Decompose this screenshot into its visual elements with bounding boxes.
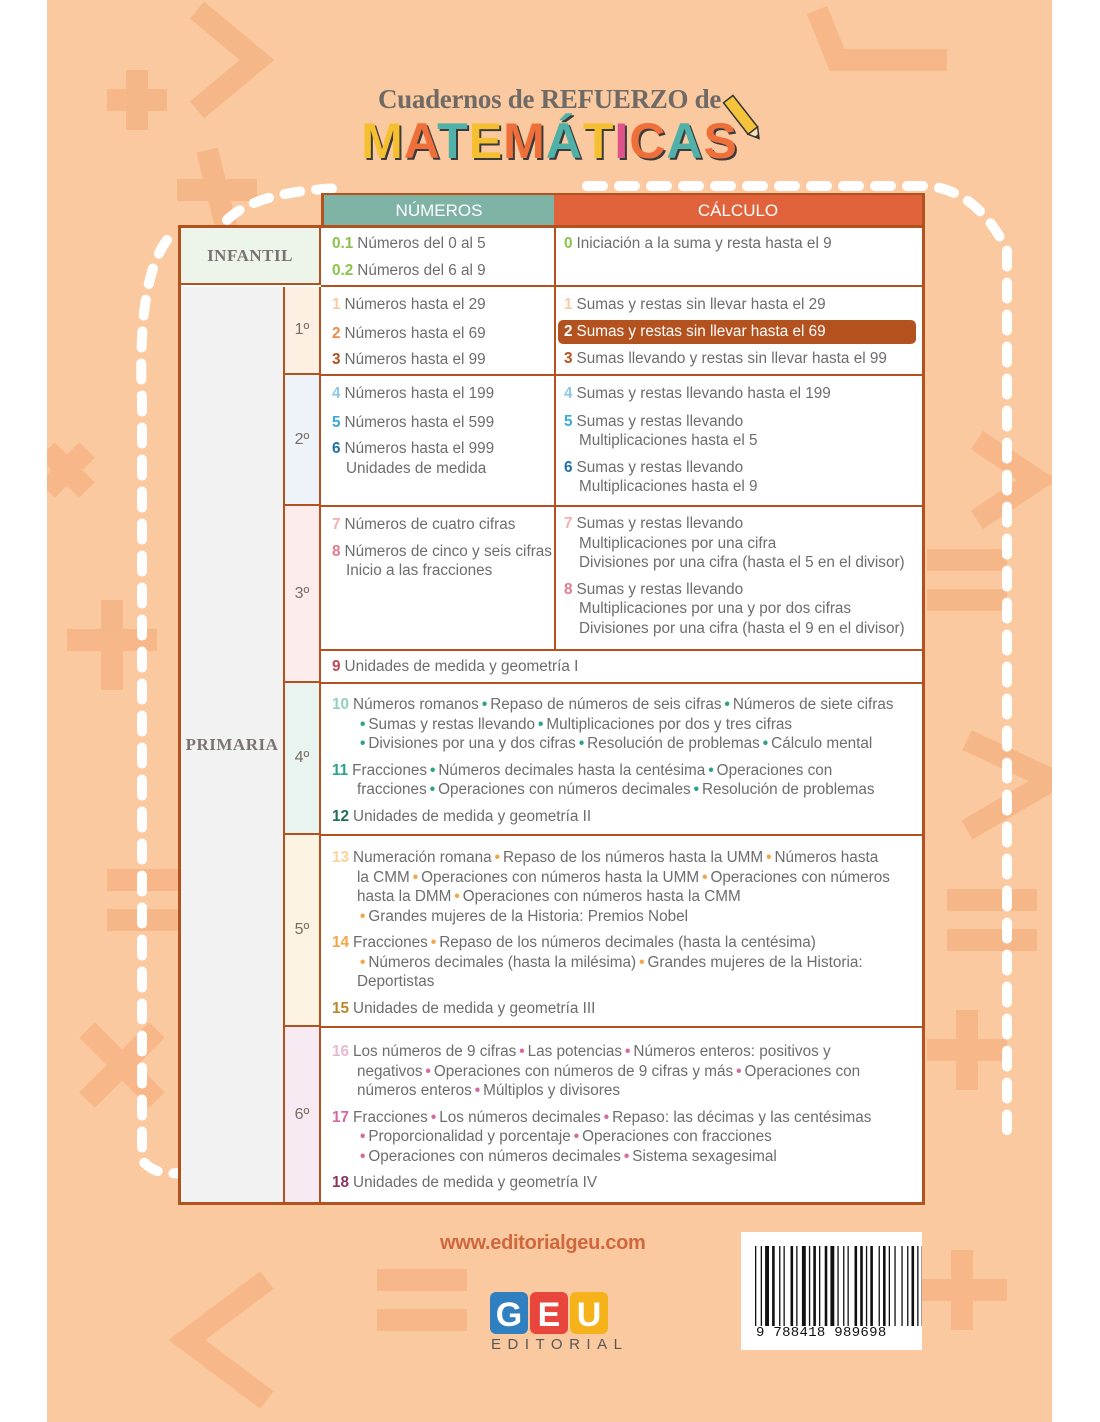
- topic-paragraph: [332, 761, 894, 800]
- geu-logo-subtitle: EDITORIAL: [491, 1336, 629, 1353]
- topic-item: fracciones: [357, 781, 427, 798]
- barcode-bar: [761, 1246, 762, 1326]
- topic-line: [332, 1147, 871, 1167]
- topic-line: [332, 953, 890, 973]
- bullet: •: [430, 1108, 437, 1126]
- bullet: •: [429, 781, 436, 798]
- barcode-bar: [901, 1246, 902, 1326]
- book-number: 15: [332, 999, 350, 1017]
- barcode-bar: [830, 1246, 834, 1326]
- bullet: •: [430, 934, 437, 951]
- title-letter: M: [503, 113, 546, 169]
- topic-line: [332, 972, 890, 992]
- topic-line: [332, 1081, 871, 1101]
- divider: [321, 285, 922, 287]
- topic-item: negativos: [357, 1062, 423, 1080]
- barcode-bar: [855, 1246, 858, 1326]
- topic-item: Números enteros: positivos y: [633, 1043, 831, 1060]
- publisher-url[interactable]: www.editorialgeu.com: [440, 1232, 646, 1254]
- topic-item: Resolución de problemas: [701, 781, 875, 798]
- grade-2: 2º: [285, 375, 321, 506]
- topic-item: Grandes mujeres de la Historia: Premios Nobel: [368, 907, 689, 925]
- bullet: •: [623, 1147, 630, 1165]
- topic-item: Repaso: las décimas y las centésimas: [612, 1108, 872, 1126]
- topic-item: Operaciones con: [716, 761, 833, 779]
- bullet: •: [360, 735, 366, 752]
- series-title: [47, 84, 1052, 179]
- divider: [321, 374, 922, 376]
- topic-item: Unidades de medida y geometría IV: [353, 1174, 598, 1191]
- level-infantil: INFANTIL: [181, 228, 321, 285]
- logo-letter: E: [537, 1296, 561, 1334]
- bullet: •: [429, 761, 436, 779]
- barcode-bar: [894, 1246, 895, 1326]
- title-letter: A: [403, 113, 438, 169]
- topic-item: Proporcionalidad y porcentaje: [368, 1128, 571, 1145]
- logo-letter: G: [495, 1296, 523, 1334]
- topic-line: [332, 907, 890, 927]
- title-letter: T: [582, 113, 615, 169]
- topic-item: Unidades de medida y geometría II: [353, 807, 592, 825]
- bullet: •: [702, 868, 708, 886]
- infantil-calculo: 0 Iniciación a la suma y resta hasta el 9: [564, 235, 832, 252]
- topic-item: Números hasta: [774, 849, 879, 866]
- curriculum-table: [178, 193, 925, 1205]
- topic-item: Sistema sexagesimal: [632, 1147, 777, 1165]
- topic-line: [332, 1108, 871, 1128]
- topic-item: Repaso de números de seis cifras: [490, 696, 722, 713]
- bullet: •: [454, 888, 460, 905]
- barcode-bar: [879, 1246, 880, 1326]
- topic-item: Operaciones con números: [710, 868, 890, 886]
- divider: [321, 1026, 922, 1028]
- grade3-numeros: 7 Números de cuatro cifras 8 Números de cinco y seis cifras Inicio a las fracciones: [332, 516, 552, 579]
- barcode-bar: [866, 1246, 867, 1326]
- bullet: •: [360, 907, 366, 925]
- bullet: •: [736, 1062, 742, 1080]
- barcode-bar: [765, 1246, 769, 1326]
- grade-3: 3º: [285, 506, 321, 683]
- series-title-matematicas: [47, 112, 1052, 170]
- topic-item: Unidades de medida y geometría III: [353, 999, 596, 1017]
- topic-line: [332, 933, 890, 953]
- barcode-bar: [819, 1246, 820, 1326]
- current-book-highlight: 2 Sumas y restas sin llevar hasta el 69: [558, 320, 916, 344]
- bullet: •: [693, 781, 699, 798]
- bullet: •: [766, 849, 772, 866]
- book-number: 10: [332, 696, 350, 713]
- series-title-line1: Cuadernos de REFUERZO de: [377, 84, 722, 114]
- barcode-bar: [772, 1246, 775, 1326]
- bullet: •: [708, 761, 714, 779]
- grade4-content: [332, 695, 894, 826]
- topic-item: la CMM: [357, 868, 410, 886]
- topic-item: Resolución de problemas: [587, 735, 760, 752]
- topic-line: [332, 1127, 871, 1147]
- bullet: •: [573, 1128, 580, 1145]
- title-letter: E: [468, 113, 504, 169]
- barcode-bar: [755, 1246, 756, 1326]
- calculo-column-header: CÁLCULO: [554, 193, 925, 225]
- barcode-bar: [802, 1246, 806, 1326]
- grade5-content: [332, 848, 890, 1018]
- title-letter: A: [666, 113, 704, 169]
- grade-6: 6º: [285, 1027, 321, 1202]
- bullet: •: [412, 868, 419, 886]
- barcode-bar: [843, 1246, 844, 1326]
- topic-paragraph: [332, 848, 890, 926]
- bullet: •: [360, 1128, 366, 1145]
- topic-paragraph: [332, 1042, 871, 1101]
- topic-item: Repaso de los números hasta la UMM: [502, 849, 764, 866]
- topic-line: [332, 780, 894, 800]
- bullet: •: [625, 1043, 631, 1060]
- title-letter: T: [437, 113, 469, 169]
- barcode-bar: [837, 1246, 838, 1326]
- bullet: •: [538, 715, 544, 733]
- topic-line: [332, 761, 894, 781]
- topic-paragraph: [332, 933, 890, 992]
- topic-item: Las potencias: [527, 1043, 623, 1060]
- bullet: •: [425, 1062, 431, 1080]
- barcode-bar: [825, 1246, 828, 1326]
- grade1-calculo-3: 3 Sumas llevando y restas sin llevar hasta el 99: [564, 350, 887, 367]
- barcode-bar: [784, 1246, 785, 1326]
- logo-letter: U: [576, 1296, 602, 1334]
- title-letter: M: [361, 113, 404, 169]
- topic-item: Operaciones con números hasta la UMM: [421, 868, 700, 886]
- grade3-calculo: 7 Sumas y restas llevando Multiplicaciones por una cifra Divisiones por una cifra (hasta el 5 en el divisor) 8 Sumas y restas llevando Multiplicaciones por una y por dos cifras Divisiones por una cifra (hasta el 9 en el divisor): [564, 515, 905, 637]
- grade-1: 1º: [285, 287, 321, 375]
- bullet: •: [639, 953, 645, 971]
- barcode-bar: [870, 1246, 873, 1326]
- topic-item: Números decimales hasta la centésima: [438, 761, 706, 779]
- bullet: •: [603, 1108, 610, 1126]
- pencil-icon: [719, 90, 767, 146]
- topic-item: Operaciones con números decimales: [438, 781, 691, 798]
- topic-item: Grandes mujeres de la Historia:: [647, 953, 863, 971]
- topic-item: Cálculo mental: [771, 735, 873, 752]
- grade2-calculo: 4 Sumas y restas llevando hasta el 199 5 Sumas y restas llevando Multiplicaciones hasta el 5 6 Sumas y restas llevando Multiplicaciones hasta el 9: [564, 385, 831, 495]
- grade3-shared: 9 Unidades de medida y geometría I: [332, 658, 579, 675]
- book-number: 13: [332, 849, 350, 866]
- bullet: •: [519, 1043, 525, 1060]
- topic-item: Repaso de los números decimales (hasta la centésima): [439, 934, 816, 951]
- divider: [321, 834, 922, 836]
- topic-item: Sumas y restas llevando: [368, 715, 536, 733]
- isbn-number: 9 788418 989698: [756, 1325, 887, 1341]
- bullet: •: [724, 696, 730, 713]
- level-primaria: PRIMARIA: [181, 287, 285, 1202]
- topic-paragraph: [332, 807, 894, 827]
- divider: [321, 649, 922, 651]
- topic-item: Multiplicaciones por dos y tres cifras: [546, 715, 793, 733]
- topic-item: Numeración romana: [353, 849, 492, 866]
- topic-item: Operaciones con fracciones: [582, 1128, 772, 1145]
- topic-line: [332, 715, 894, 735]
- topic-item: Números decimales (hasta la milésima): [368, 953, 637, 971]
- grade2-numeros: 4 Números hasta el 199 5 Números hasta el 599 6 Números hasta el 999 Unidades de medida: [332, 385, 495, 477]
- divider: [321, 682, 922, 684]
- title-letter: Á: [545, 113, 583, 169]
- bullet: •: [360, 1147, 366, 1165]
- bullet: •: [474, 1082, 481, 1099]
- book-number: 18: [332, 1174, 350, 1191]
- divider: [321, 505, 922, 507]
- topic-paragraph: [332, 1108, 871, 1167]
- topic-item: Múltiplos y divisores: [483, 1082, 621, 1099]
- topic-item: Fracciones: [352, 761, 427, 779]
- grade-5: 5º: [285, 835, 321, 1027]
- grade1-numeros: 1 Números hasta el 29 2 Números hasta el 69 3 Números hasta el 99: [332, 296, 486, 368]
- grade1-calculo: 1 Sumas y restas sin llevar hasta el 29: [564, 296, 826, 313]
- topic-line: [332, 1062, 871, 1082]
- title-letter: C: [629, 113, 667, 169]
- barcode-bar: [791, 1246, 794, 1326]
- bullet: •: [762, 735, 769, 752]
- topic-item: Números de siete cifras: [732, 696, 894, 713]
- barcode-bar: [917, 1246, 918, 1326]
- barcode-bar: [883, 1246, 886, 1326]
- topic-line: [332, 695, 894, 715]
- barcode-bar: [848, 1246, 849, 1326]
- topic-item: Deportistas: [357, 973, 435, 990]
- topic-item: hasta la DMM: [357, 888, 452, 905]
- book-number: 14: [332, 934, 350, 951]
- barcode-bar: [889, 1246, 890, 1326]
- topic-item: Los números decimales: [439, 1108, 601, 1126]
- topic-line: [332, 868, 890, 888]
- topic-item: Operaciones con: [744, 1062, 861, 1080]
- topic-item: Los números de 9 cifras: [353, 1043, 517, 1060]
- topic-item: Operaciones con números decimales: [368, 1147, 621, 1165]
- barcode-bar: [907, 1246, 908, 1326]
- bullet: •: [360, 715, 366, 733]
- topic-line: [332, 1042, 871, 1062]
- grade-4: 4º: [285, 683, 321, 835]
- bullet: •: [578, 735, 585, 752]
- bullet: •: [360, 953, 366, 971]
- numeros-column-header: NÚMEROS: [321, 193, 554, 225]
- topic-paragraph: [332, 1173, 871, 1193]
- topic-item: Fracciones: [353, 1108, 428, 1126]
- barcode-bar: [813, 1246, 816, 1326]
- bullet: •: [494, 849, 500, 866]
- barcode-bar: [912, 1246, 915, 1326]
- geu-logo: [488, 1290, 610, 1336]
- title-letter: S: [703, 113, 738, 169]
- topic-line: [332, 734, 894, 754]
- book-number: 16: [332, 1043, 350, 1060]
- topic-item: Divisiones por una y dos cifras: [368, 735, 576, 752]
- topic-item: Números romanos: [353, 696, 479, 713]
- column-divider: [554, 225, 556, 649]
- barcode-bar: [779, 1246, 780, 1326]
- bullet: •: [481, 696, 488, 713]
- topic-line: [332, 887, 890, 907]
- title-letter: I: [614, 113, 630, 169]
- book-number: 17: [332, 1108, 350, 1126]
- topic-item: Operaciones con números hasta la CMM: [462, 888, 741, 905]
- infantil-numeros: 0.1 Números del 0 al 5 0.2 Números del 6 al 9: [332, 235, 486, 279]
- topic-item: Operaciones con números de 9 cifras y más: [433, 1062, 734, 1080]
- grade6-content: [332, 1042, 871, 1193]
- barcode-bar: [796, 1246, 797, 1326]
- barcode-bar: [809, 1246, 810, 1326]
- topic-item: números enteros: [357, 1082, 472, 1099]
- barcode-bar: [860, 1246, 863, 1326]
- topic-paragraph: [332, 999, 890, 1019]
- topic-line: [332, 848, 890, 868]
- book-number: 11: [332, 761, 349, 779]
- topic-item: Fracciones: [353, 934, 428, 951]
- book-number: 12: [332, 807, 350, 825]
- topic-paragraph: [332, 695, 894, 754]
